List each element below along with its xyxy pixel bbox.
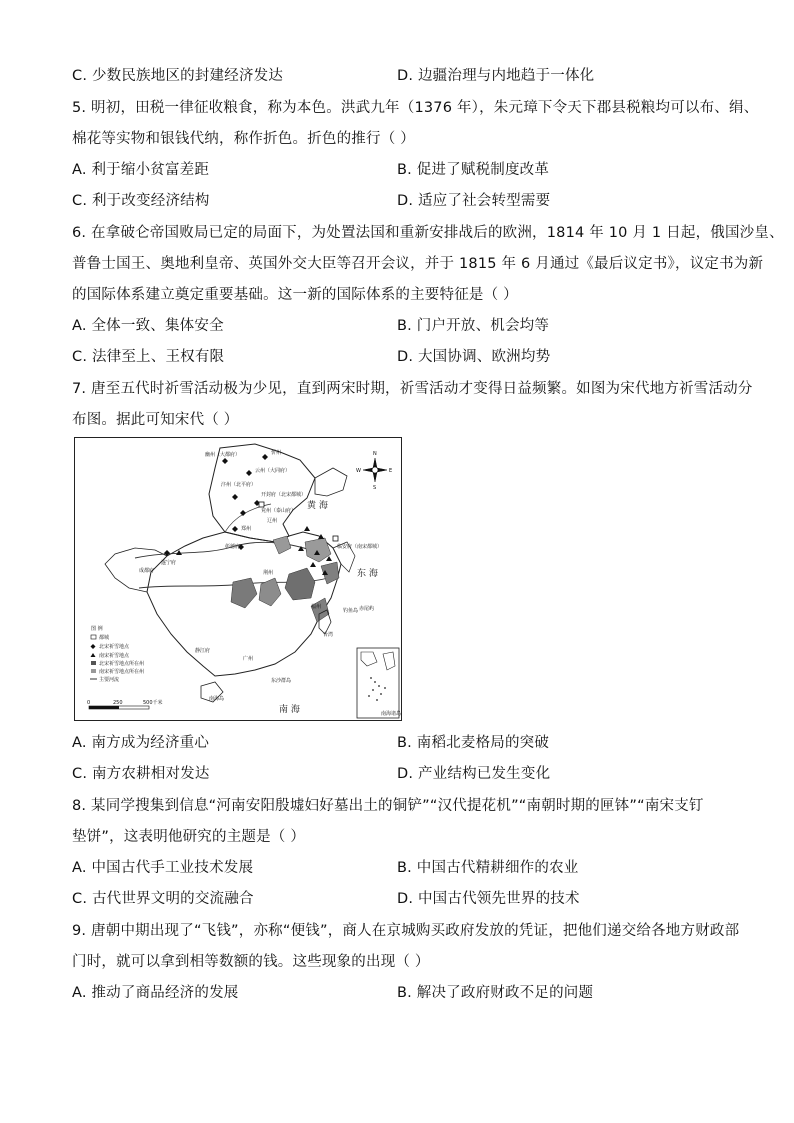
legend-item-capital: 都城 bbox=[99, 635, 110, 641]
q5-option-c: C. 利于改变经济结构 bbox=[72, 193, 210, 209]
q5-option-d: D. 适应了社会转型需要 bbox=[397, 193, 551, 209]
place-label-liaozhou: 辽州 bbox=[267, 518, 278, 524]
scale-bar bbox=[87, 699, 163, 709]
place-label-dongsha: 东沙群岛 bbox=[271, 678, 292, 684]
q5-option-a: A. 利于缩小贫富差距 bbox=[72, 162, 210, 178]
scale-250: 250 bbox=[113, 700, 123, 706]
q7-stem-line1: 7. 唐至五代时祈雪活动极为少见，直到两宋时期，祈雪活动才变得日益频繁。如图为宋代地方祈雪活动分 bbox=[72, 381, 753, 397]
q8-stem-line1: 8. 某同学搜集到信息“河南安阳殷墟妇好墓出土的铜铲”“汉代提花机”“南朝时期的匣钵”“南宋支钉 bbox=[72, 798, 704, 814]
legend-item-northern-site: 北宋祈雪地点 bbox=[99, 644, 130, 650]
q5-option-b: B. 促进了赋税制度改革 bbox=[397, 162, 550, 178]
scale-0: 0 bbox=[87, 700, 91, 706]
q6-stem-line2: 普鲁士国王、奥地利皇帝、英国外交大臣等召开会议，并于 1815 年 6 月通过《最后议定书》，议定书为新 bbox=[72, 256, 764, 272]
place-label-zhangde: 彰德府 bbox=[225, 544, 241, 550]
q6-option-b: B. 门户开放、机会均等 bbox=[397, 318, 550, 334]
song-dynasty-snow-prayer-map bbox=[74, 437, 402, 721]
place-label-yunzhou: 云州（大同府） bbox=[255, 468, 291, 474]
sea-label-yellow: 黄 海 bbox=[307, 501, 328, 511]
q4-option-c: C. 少数民族地区的封建经济发达 bbox=[72, 68, 284, 84]
legend-item-southern-prefecture: 南宋祈雪地点所在州 bbox=[99, 669, 145, 675]
q9-stem-line1: 9. 唐朝中期出现了“飞钱”，亦称“便钱”，商人在京城购买政府发放的凭证，把他们递交给各地方财政部 bbox=[72, 923, 740, 939]
scale-500: 500千米 bbox=[143, 700, 163, 706]
q4-option-d: D. 边疆治理与内地趋于一体化 bbox=[397, 68, 595, 84]
place-label-jinzhou: 荆州 bbox=[263, 570, 274, 576]
place-label-jingjiang: 静江府 bbox=[195, 648, 211, 654]
q7-stem-line2: 布图。据此可知宋代（ ） bbox=[72, 412, 239, 428]
place-label-guangzhou: 广州 bbox=[243, 656, 254, 662]
map-legend bbox=[90, 625, 144, 683]
place-label-zhengzhou: 郑州 bbox=[241, 526, 252, 532]
compass-icon bbox=[356, 451, 392, 491]
legend-item-river: 主要河流 bbox=[99, 677, 120, 683]
compass-e: E bbox=[389, 468, 393, 474]
place-label-fuzhou: 福州 bbox=[311, 604, 322, 610]
place-label-xizhou: 忻州 bbox=[271, 450, 282, 456]
q7-option-d: D. 产业结构已发生变化 bbox=[397, 766, 551, 782]
q8-option-b: B. 中国古代精耕细作的农业 bbox=[397, 860, 579, 876]
place-label-chengdu: 成都府 bbox=[139, 568, 155, 574]
q6-stem-line1: 6. 在拿破仑帝国败局已定的局面下，为处置法国和重新安排战后的欧洲，1814 年 10 月 1 日起，俄国沙皇、 bbox=[72, 225, 784, 241]
q6-option-a: A. 全体一致、集体安全 bbox=[72, 318, 224, 334]
q8-option-a: A. 中国古代手工业技术发展 bbox=[72, 860, 254, 876]
compass-n: N bbox=[373, 451, 377, 457]
q8-option-d: D. 中国古代领先世界的技术 bbox=[397, 891, 580, 907]
place-label-hainan: 南海岛 bbox=[209, 696, 225, 702]
q9-option-b: B. 解决了政府财政不足的问题 bbox=[397, 985, 594, 1001]
place-label-taiwan: 台湾 bbox=[323, 632, 334, 638]
q9-option-a: A. 推动了商品经济的发展 bbox=[72, 985, 239, 1001]
q6-option-d: D. 大国协调、欧洲均势 bbox=[397, 349, 551, 365]
q8-option-c: C. 古代世界文明的交流融合 bbox=[72, 891, 254, 907]
q7-option-c: C. 南方农耕相对发达 bbox=[72, 766, 210, 782]
place-label-yuzhou: 遂宁府 bbox=[161, 560, 177, 566]
place-label-youzhou: 幽州（大都府） bbox=[205, 452, 241, 458]
legend-title: 图 例 bbox=[91, 626, 103, 632]
place-label-chiwei: 赤尾屿 bbox=[359, 606, 375, 612]
legend-item-southern-site: 南宋祈雪地点 bbox=[99, 653, 130, 659]
place-label-bianzhou: 汴州（北平府） bbox=[221, 482, 257, 488]
q6-stem-line3: 的国际体系建立奠定重要基础。这一新的国际体系的主要特征是（ ） bbox=[72, 287, 518, 303]
place-label-kaifeng: 开封府（北宋都城） bbox=[261, 492, 307, 498]
inset-label: 南海诸岛 bbox=[381, 711, 401, 717]
q5-stem-line2: 棉花等实物和银钱代纳，称作折色。折色的推行（ ） bbox=[72, 131, 415, 147]
place-label-diaoyu: 钓鱼岛 bbox=[343, 608, 359, 614]
sea-label-south: 南 海 bbox=[279, 705, 300, 715]
q7-option-b: B. 南稻北麦格局的突破 bbox=[397, 735, 550, 751]
q6-option-c: C. 法律至上、王权有限 bbox=[72, 349, 225, 365]
south-sea-inset bbox=[357, 648, 401, 718]
compass-s: S bbox=[373, 485, 377, 491]
q7-option-a: A. 南方成为经济重心 bbox=[72, 735, 210, 751]
place-label-lin-an: 临安府（南宋都城） bbox=[337, 544, 383, 550]
place-label-yanzhou: 兖州（泰山府） bbox=[261, 508, 297, 514]
q5-stem-line1: 5. 明初，田税一律征收粮食，称为本色。洪武九年（1376 年），朱元璋下令天下郡县税粮均可以布、绢、 bbox=[72, 100, 759, 116]
sea-label-east: 东 海 bbox=[357, 569, 378, 579]
compass-w: W bbox=[356, 468, 361, 474]
legend-item-northern-prefecture: 北宋祈雪地点所在州 bbox=[99, 661, 145, 667]
q9-stem-line2: 门时，就可以拿到相等数额的钱。这些现象的出现（ ） bbox=[72, 954, 430, 970]
q8-stem-line2: 垫饼”，这表明他研究的主题是（ ） bbox=[72, 829, 306, 845]
